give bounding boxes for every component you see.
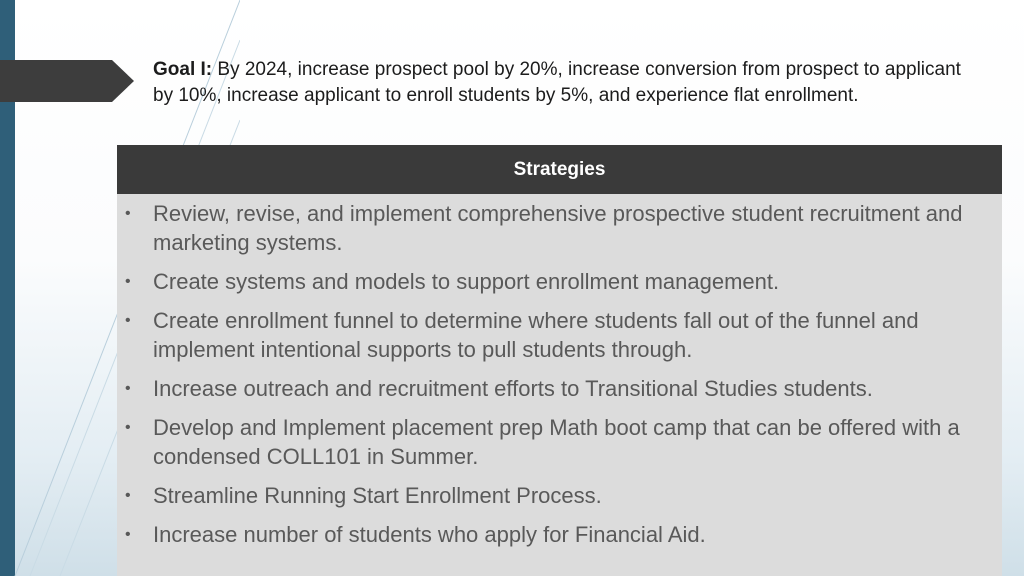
strategy-item	[117, 520, 992, 549]
goal-statement	[153, 57, 983, 108]
strategy-item	[117, 374, 992, 403]
strategy-item	[117, 481, 992, 510]
bullet-icon: •	[125, 380, 131, 397]
strategies-header: Strategies	[117, 145, 1002, 194]
strategy-item	[117, 199, 992, 257]
strategy-text: Increase number of students who apply for Financial Aid.	[153, 522, 706, 547]
strategy-text: Review, revise, and implement comprehensive prospective student recruitment and marketing systems.	[153, 201, 963, 255]
strategy-item	[117, 306, 992, 364]
strategy-text: Create systems and models to support enrollment management.	[153, 269, 780, 294]
strategy-text: Streamline Running Start Enrollment Process.	[153, 483, 602, 508]
bullet-icon: •	[125, 312, 131, 329]
goal-label: Goal I:	[153, 59, 213, 80]
title-arrow-shape	[0, 60, 134, 102]
bullet-icon: •	[125, 419, 131, 436]
bullet-icon: •	[125, 273, 131, 290]
goal-text: By 2024, increase prospect pool by 20%, increase conversion from prospect to applicant by 10%, increase applicant to enroll students by 5%, and experience flat enrollment.	[153, 59, 961, 106]
bullet-icon: •	[125, 205, 131, 222]
strategy-list	[117, 199, 992, 559]
bullet-icon: •	[125, 526, 131, 543]
strategy-text: Increase outreach and recruitment efforts to Transitional Studies students.	[153, 376, 873, 401]
strategy-text: Develop and Implement placement prep Math boot camp that can be offered with a condensed COLL101 in Summer.	[153, 415, 960, 469]
strategy-text: Create enrollment funnel to determine where students fall out of the funnel and implement intentional supports to pull students through.	[153, 308, 919, 362]
bullet-icon: •	[125, 487, 131, 504]
strategies-panel	[117, 145, 1002, 576]
strategy-item	[117, 267, 992, 296]
strategy-item	[117, 413, 992, 471]
